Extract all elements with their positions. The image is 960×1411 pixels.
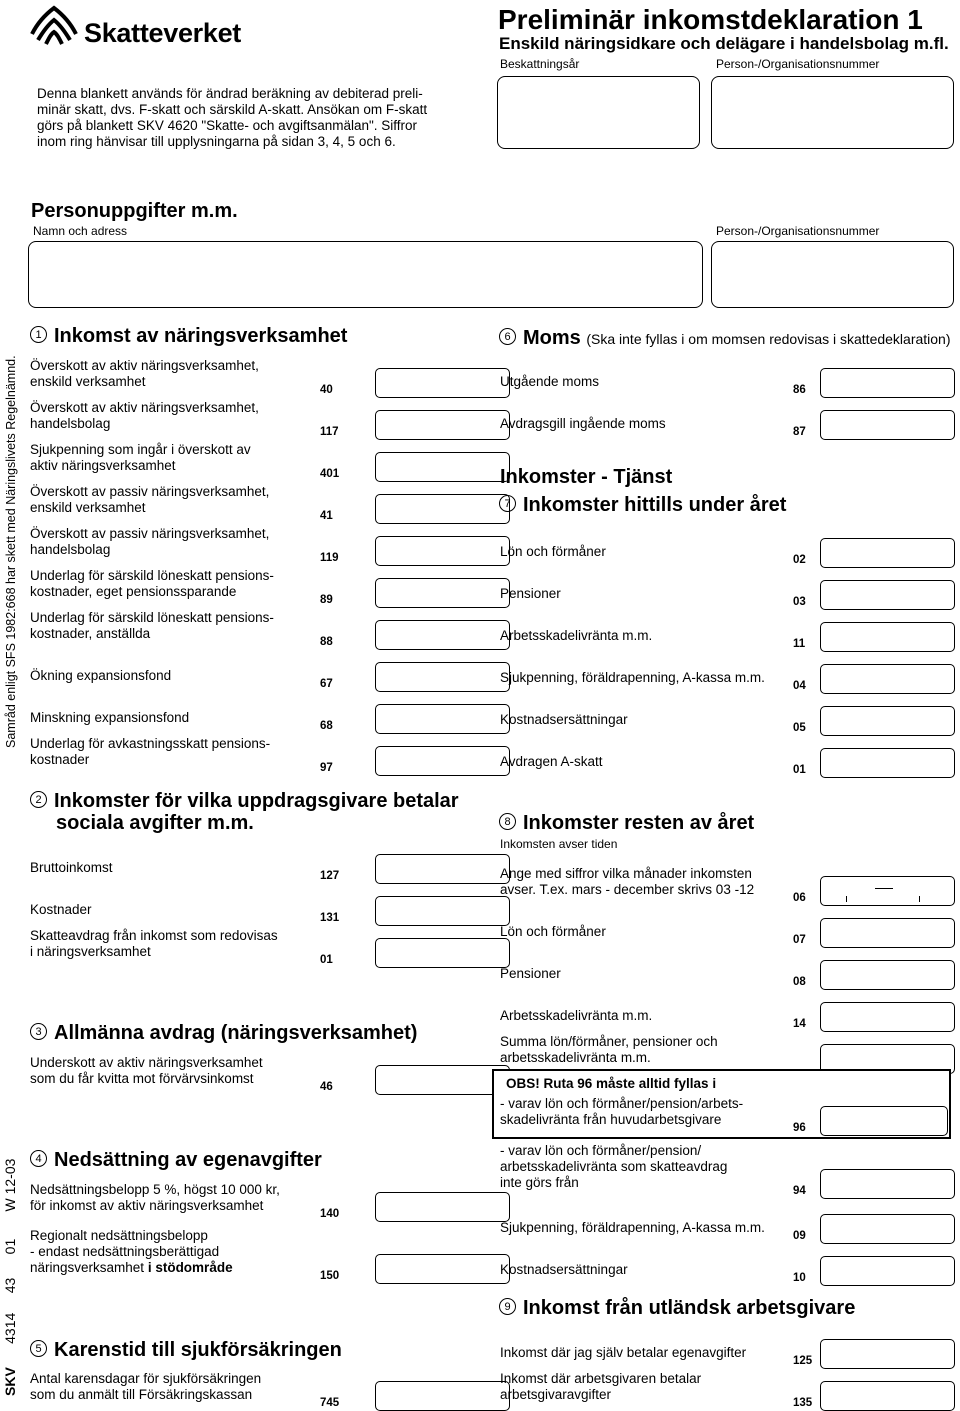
field-125: Inkomst där jag själv betalar egenavgifter 125: [500, 1329, 790, 1361]
field-code: 88: [320, 636, 333, 648]
input-03[interactable]: [820, 580, 955, 610]
consultation-note: Samråd enligt SFS 1982:668 har skett med Näringslivets Regelnämnd.: [4, 355, 18, 748]
field-01: Skatteavdrag från inkomst som redovisas i näringsverksamhet 01: [30, 928, 345, 960]
field-06: Ange med siffror vilka månader inkomsten avser. T.ex. mars - december skrivs 03 -12 06: [500, 866, 790, 898]
input-01[interactable]: [375, 938, 510, 968]
sec4-title: 4 Nedsättning av egenavgifter: [30, 1149, 322, 1171]
field-67: Ökning expansionsfond 67: [30, 652, 345, 684]
field-code: 127: [320, 870, 340, 882]
logo: [28, 4, 258, 50]
input-150[interactable]: [375, 1254, 510, 1284]
field-150: Regionalt nedsättningsbelopp - endast nedsättningsberättigad näringsverksamhet i stödområde 150: [30, 1228, 345, 1276]
input-89[interactable]: [375, 578, 510, 608]
field-68: Minskning expansionsfond 68: [30, 694, 345, 726]
period-label: Inkomsten avser tiden: [500, 837, 618, 851]
input-86[interactable]: [820, 368, 955, 398]
input-88[interactable]: [375, 620, 510, 650]
sec4-number: 4: [30, 1150, 47, 1167]
field-code: 89: [320, 594, 333, 606]
field-14: Arbetsskadelivränta m.m. 14: [500, 992, 790, 1024]
field-97: Underlag för avkastningsskatt pensions- kostnader 97: [30, 736, 345, 768]
input-09[interactable]: [820, 1214, 955, 1244]
field-code: 135: [793, 1397, 813, 1409]
obs-note: OBS! Ruta 96 måste alltid fyllas i: [506, 1076, 717, 1091]
sec8-number: 8: [499, 813, 516, 830]
input-67[interactable]: [375, 662, 510, 692]
field-code: 01: [320, 954, 333, 966]
field-11: Arbetsskadelivränta m.m. 11: [500, 612, 790, 644]
field-code: 09: [793, 1230, 806, 1242]
input-125[interactable]: [820, 1339, 955, 1369]
input-08[interactable]: [820, 960, 955, 990]
field-745: Antal karensdagar för sjukförsäkringen som du anmält till Försäkringskassan 745: [30, 1371, 345, 1403]
sec5-number: 5: [30, 1340, 47, 1357]
input-10[interactable]: [820, 1256, 955, 1286]
field-code: 401: [320, 468, 340, 480]
input-401[interactable]: [375, 452, 510, 482]
sec9-title: 9 Inkomst från utländsk arbetsgivare: [499, 1297, 855, 1319]
sec7-title: 7 Inkomster hittills under året: [499, 494, 786, 516]
field-code: 08: [793, 976, 806, 988]
field-96: - varav lön och förmåner/pension/arbets- skadelivränta från huvudarbetsgivare 96: [500, 1096, 790, 1128]
input-01[interactable]: [820, 748, 955, 778]
field-401: Sjukpenning som ingår i överskott av aktiv näringsverksamhet 401: [30, 442, 345, 474]
field-135: Inkomst där arbetsgivaren betalar arbetsgivaravgifter 135: [500, 1371, 790, 1403]
sec2-number: 2: [30, 791, 47, 808]
field-127: Bruttoinkomst 127: [30, 844, 345, 876]
sec3-number: 3: [30, 1023, 47, 1040]
field-code: 97: [320, 762, 333, 774]
field-code: 46: [320, 1081, 333, 1093]
field-86: Utgående moms 86: [500, 358, 790, 390]
field-41: Överskott av passiv näringsverksamhet, enskild verksamhet 41: [30, 484, 345, 516]
input-140[interactable]: [375, 1192, 510, 1222]
field-code: 14: [793, 1018, 806, 1030]
sec1-number: 1: [30, 326, 47, 343]
field-10: Kostnadsersättningar 10: [500, 1246, 790, 1278]
sec2-title: 2 Inkomster för vilka uppdragsgivare betalar sociala avgifter m.m.: [30, 790, 459, 834]
input-07[interactable]: [820, 918, 955, 948]
field-code: 10: [793, 1272, 806, 1284]
field-40: Överskott av aktiv näringsverksamhet, enskild verksamhet 40: [30, 358, 345, 390]
months-input[interactable]: [820, 876, 955, 906]
sec1-title: 1 Inkomst av näringsverksamhet: [30, 325, 347, 347]
sec6-number: 6: [499, 328, 516, 345]
input-46[interactable]: [375, 1065, 510, 1095]
field-code: 40: [320, 384, 333, 396]
field-code: 41: [320, 510, 333, 522]
field-code: 04: [793, 680, 806, 692]
field-code: 11: [793, 638, 806, 650]
sec9-number: 9: [499, 1298, 516, 1315]
input-68[interactable]: [375, 704, 510, 734]
header-pnr-field[interactable]: [711, 76, 954, 149]
field-code: 119: [320, 552, 339, 564]
field-code: 67: [320, 678, 333, 690]
input-41[interactable]: [375, 494, 510, 524]
name-address-label: Namn och adress: [33, 224, 128, 238]
input-04[interactable]: [820, 664, 955, 694]
form-subtitle: Enskild näringsidkare och delägare i handelsbolag m.fl.: [499, 34, 949, 53]
header-pnr-label: Person-/Organisationsnummer: [716, 57, 880, 71]
intro-text: Denna blankett används för ändrad beräkning av debiterad preli- minär skatt, dvs. F-skatt och särskild A-skatt. Ansökan om F-skatt görs på blankett SKV 4620 "Skatte- och avgiftsanmälan". Siffror inom ring hänvisar till upplysningarna på sidan 3, 4, 5 och 6.: [37, 86, 428, 149]
field-02: Lön och förmåner 02: [500, 528, 790, 560]
field-07: Lön och förmåner 07: [500, 908, 790, 940]
field-code: 05: [793, 722, 806, 734]
name-address-field[interactable]: [28, 241, 703, 308]
input-745[interactable]: [375, 1381, 510, 1411]
field-code: 745: [320, 1397, 340, 1409]
field-09: Sjukpenning, föräldrapenning, A-kassa m.m. 09: [500, 1204, 790, 1236]
tax-year-label: Beskattningsår: [500, 57, 580, 71]
input-87[interactable]: [820, 410, 955, 440]
field-140: Nedsättningsbelopp 5 %, högst 10 000 kr, för inkomst av aktiv näringsverksamhet 140: [30, 1182, 345, 1214]
input-02[interactable]: [820, 538, 955, 568]
field-119: Överskott av passiv näringsverksamhet, handelsbolag 119: [30, 526, 345, 558]
input-96[interactable]: [820, 1106, 948, 1136]
field-code: 131: [320, 912, 340, 924]
field-94: - varav lön och förmåner/pension/ arbetsskadelivränta som skatteavdrag inte görs från 94: [500, 1143, 790, 1191]
field-04: Sjukpenning, föräldrapenning, A-kassa m.m. 04: [500, 654, 790, 686]
field-89: Underlag för särskild löneskatt pensions- kostnader, eget pensionssparande 89: [30, 568, 345, 600]
field-117: Överskott av aktiv näringsverksamhet, handelsbolag 117: [30, 400, 345, 432]
input-117[interactable]: [375, 410, 510, 440]
field-code: 117: [320, 426, 339, 438]
field-87: Avdragsgill ingående moms 87: [500, 400, 790, 432]
sec3-title: 3 Allmänna avdrag (näringsverksamhet): [30, 1022, 417, 1044]
personal-pnr-field[interactable]: [711, 241, 954, 308]
logo-text: Skatteverket: [84, 18, 242, 48]
field-code: 01: [793, 764, 806, 776]
input-97[interactable]: [375, 746, 510, 776]
input-135[interactable]: [820, 1381, 955, 1411]
input-05[interactable]: [820, 706, 955, 736]
field-03: Pensioner 03: [500, 570, 790, 602]
field-131: Kostnader 131: [30, 886, 345, 918]
input-131[interactable]: [375, 896, 510, 926]
field-code: 87: [793, 426, 806, 438]
form-code: SKV 4314 43 01 W 12-03: [2, 1158, 18, 1396]
sec8-title: 8 Inkomster resten av året: [499, 812, 754, 834]
sec7-number: 7: [499, 495, 516, 512]
input-40[interactable]: [375, 368, 510, 398]
form-title: Preliminär inkomstdeklaration 1: [498, 4, 923, 35]
input-119[interactable]: [375, 536, 510, 566]
sec6-title: 6 Moms (Ska inte fyllas i om momsen redovisas i skattedeklaration): [499, 327, 951, 350]
input-14[interactable]: [820, 1002, 955, 1032]
field-summa: Summa lön/förmåner, pensioner och arbetsskadelivränta m.m.: [500, 1034, 790, 1066]
field-46: Underskott av aktiv näringsverksamhet som du får kvitta mot förvärvsinkomst 46: [30, 1055, 345, 1087]
field-code: 125: [793, 1355, 813, 1367]
field-code: 86: [793, 384, 806, 396]
input-11[interactable]: [820, 622, 955, 652]
tax-year-field[interactable]: [497, 76, 700, 149]
personal-title: Personuppgifter m.m.: [31, 200, 238, 222]
input-127[interactable]: [375, 854, 510, 884]
field-05: Kostnadsersättningar 05: [500, 696, 790, 728]
field-code: 02: [793, 554, 806, 566]
sec5-title: 5 Karenstid till sjukförsäkringen: [30, 1339, 342, 1361]
field-code: 03: [793, 596, 806, 608]
field-code: 07: [793, 934, 806, 946]
field-code: 68: [320, 720, 333, 732]
personal-pnr-label: Person-/Organisationsnummer: [716, 224, 880, 238]
field-08: Pensioner 08: [500, 950, 790, 982]
income-service-title: Inkomster - Tjänst: [500, 466, 673, 488]
field-01: Avdragen A-skatt 01: [500, 738, 790, 770]
skatteverket-crown-icon: [28, 4, 80, 48]
input-94[interactable]: [820, 1169, 955, 1199]
field-88: Underlag för särskild löneskatt pensions- kostnader, anställda 88: [30, 610, 345, 642]
